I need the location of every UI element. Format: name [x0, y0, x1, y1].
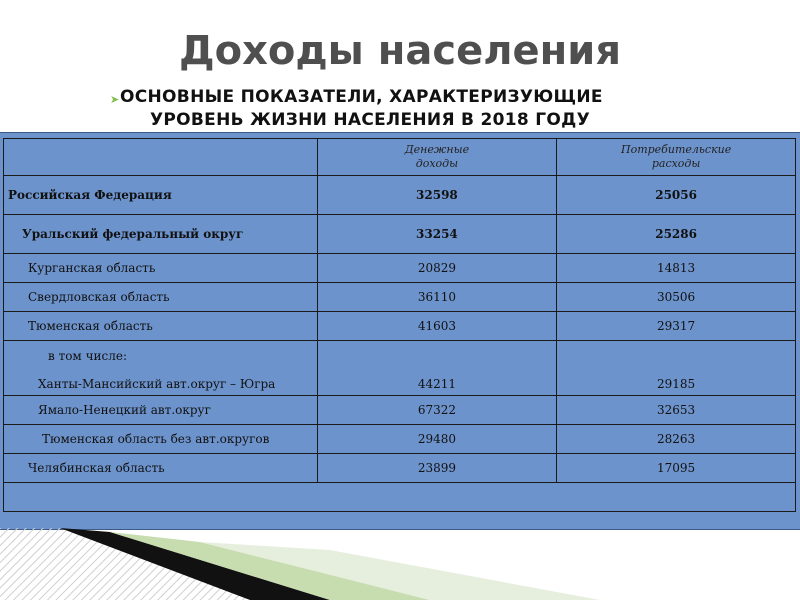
table-empty-row	[4, 483, 796, 512]
row-expenses: 14813	[557, 254, 796, 283]
slide-title: Доходы населения	[178, 28, 622, 74]
table-row	[4, 396, 796, 425]
empty-cell	[4, 483, 796, 512]
income-table	[3, 138, 796, 512]
row-income: 41603	[317, 312, 557, 341]
row-name: Челябинская область	[4, 454, 318, 483]
row-name-group	[4, 341, 318, 396]
decorative-stripes	[0, 528, 800, 600]
bullet-arrow-icon: ➤	[110, 93, 120, 106]
row-income: 23899	[317, 454, 557, 483]
row-income: 32598	[317, 176, 557, 215]
row-expenses-cell	[557, 341, 796, 396]
row-name: Тюменская область	[4, 312, 318, 341]
header-expenses-line2: расходы	[651, 157, 701, 170]
header-income-line2: доходы	[415, 157, 459, 170]
row-expenses: 29317	[557, 312, 796, 341]
row-name: Тюменская область без авт.округов	[4, 425, 318, 454]
row-income: 33254	[317, 215, 557, 254]
row-name: Уральский федеральный округ	[4, 215, 318, 254]
row-income: 67322	[317, 396, 557, 425]
header-income-line1: Денежные	[404, 143, 470, 156]
table-row	[4, 176, 796, 215]
row-name: Ханты-Мансийский авт.округ – Югра	[38, 377, 276, 391]
header-empty-cell	[4, 139, 318, 176]
row-expenses: 32653	[557, 396, 796, 425]
table-row	[4, 283, 796, 312]
table-row	[4, 254, 796, 283]
row-income: 36110	[317, 283, 557, 312]
row-expenses: 29185	[657, 377, 696, 391]
row-expenses: 25056	[557, 176, 796, 215]
table-row	[4, 215, 796, 254]
row-income: 29480	[317, 425, 557, 454]
row-income: 20829	[317, 254, 557, 283]
row-income-cell	[317, 341, 557, 396]
table-row	[4, 312, 796, 341]
row-income: 44211	[417, 377, 456, 391]
row-name: Свердловская область	[4, 283, 318, 312]
table-panel	[0, 132, 800, 530]
row-expenses: 25286	[557, 215, 796, 254]
row-expenses: 17095	[557, 454, 796, 483]
table-header-row	[4, 139, 796, 176]
slide-subtitle	[110, 86, 740, 132]
row-expenses: 30506	[557, 283, 796, 312]
row-name: Курганская область	[4, 254, 318, 283]
subtitle-line-1: ОСНОВНЫЕ ПОКАЗАТЕЛИ, ХАРАКТЕРИЗУЮЩИЕ	[120, 87, 603, 107]
table-row	[4, 454, 796, 483]
row-name: Российская Федерация	[4, 176, 318, 215]
subtitle-line-2: УРОВЕНЬ ЖИЗНИ НАСЕЛЕНИЯ В 2018 ГОДУ	[150, 110, 590, 130]
row-group-label: в том числе:	[48, 349, 128, 363]
row-expenses: 28263	[557, 425, 796, 454]
header-income	[317, 139, 557, 176]
header-expenses	[557, 139, 796, 176]
table-row	[4, 341, 796, 396]
table-row	[4, 425, 796, 454]
header-expenses-line1: Потребительские	[620, 143, 732, 156]
row-name: Ямало-Ненецкий авт.округ	[4, 396, 318, 425]
